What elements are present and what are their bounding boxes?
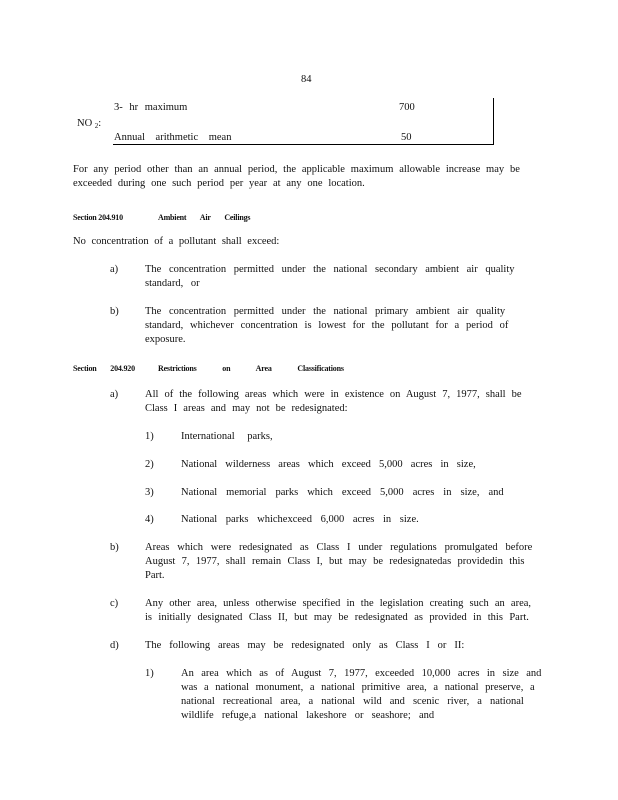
- list-marker: c): [110, 598, 119, 609]
- sub-list-marker: 3): [145, 487, 154, 498]
- list-item-line: is initially designated Class II, but may be redesignated as provided in this Part.: [145, 612, 529, 623]
- list-item-line: Areas which were redesignated as Class I under regulations promulgated before: [145, 542, 533, 553]
- table-row-label: Annual arithmetic mean: [114, 132, 232, 143]
- table-row-value: 700: [399, 102, 415, 113]
- list-item-line: Part.: [145, 570, 165, 581]
- pollutant-colon: :: [98, 118, 102, 129]
- list-item-line: August 7, 1977, shall remain Class I, but may be redesignatedas providedin this: [145, 556, 525, 567]
- list-item-line: exposure.: [145, 334, 186, 345]
- section-lead-text: No concentration of a pollutant shall exceed:: [73, 236, 280, 247]
- sub-list-item-line: was a national monument, a national primitive area, a national preserve, a: [181, 682, 535, 693]
- page-number: 84: [301, 74, 312, 85]
- sub-list-item-line: national recreational area, a national wild and scenic river, a national: [181, 696, 524, 707]
- sub-list-item: International parks,: [181, 431, 273, 442]
- pollutant-subscript: 2: [94, 122, 99, 130]
- list-item-line: The following areas may be redesignated only as Class I or II:: [145, 640, 465, 651]
- list-marker: d): [110, 640, 119, 651]
- sub-list-item-line: An area which as of August 7, 1977, exceeded 10,000 acres in size and: [181, 668, 542, 679]
- table-border-bottom: [113, 144, 494, 145]
- table-border-right: [493, 98, 494, 144]
- section-title: Restrictions on Area Classifications: [158, 364, 344, 373]
- list-marker: a): [110, 264, 119, 275]
- sub-list-marker: 1): [145, 431, 154, 442]
- list-item-line: The concentration permitted under the national primary ambient air quality: [145, 306, 506, 317]
- section-title: Ambient Air Ceilings: [158, 213, 251, 222]
- list-item-line: standard, whichever concentration is lowest for the pollutant for a period of: [145, 320, 509, 331]
- section-number-text: Section 204.920: [73, 364, 135, 373]
- section-number: Section 204.910: [73, 213, 123, 222]
- sub-list-item: National parks whichexceed 6,000 acres in size.: [181, 514, 419, 525]
- list-item-line: Class I areas and may not be redesignated:: [145, 403, 348, 414]
- pollutant-label: [77, 117, 101, 134]
- sub-list-item: National memorial parks which exceed 5,000 acres in size, and: [181, 487, 504, 498]
- table-row-label: 3- hr maximum: [114, 102, 188, 113]
- list-marker: a): [110, 389, 119, 400]
- sub-list-item: National wilderness areas which exceed 5,000 acres in size,: [181, 459, 476, 470]
- list-item-line: The concentration permitted under the national secondary ambient air quality: [145, 264, 515, 275]
- intro-paragraph-line: For any period other than an annual period, the applicable maximum allowable increase may be: [73, 164, 520, 175]
- sub-list-marker: 1): [145, 668, 154, 679]
- sub-list-item-line: wildlife refuge,a national lakeshore or seashore; and: [181, 710, 435, 721]
- list-item-line: Any other area, unless otherwise specified in the legislation creating such an area,: [145, 598, 532, 609]
- intro-paragraph-line: exceeded during one such period per year at any one location.: [73, 178, 365, 189]
- sub-list-marker: 4): [145, 514, 154, 525]
- pollutant-name: NO: [77, 118, 93, 129]
- section-number: [73, 362, 135, 376]
- sub-list-marker: 2): [145, 459, 154, 470]
- list-marker: b): [110, 306, 119, 317]
- table-row-value: 50: [401, 132, 412, 143]
- list-item-line: All of the following areas which were in existence on August 7, 1977, shall be: [145, 389, 522, 400]
- list-item-line: standard, or: [145, 278, 200, 289]
- list-marker: b): [110, 542, 119, 553]
